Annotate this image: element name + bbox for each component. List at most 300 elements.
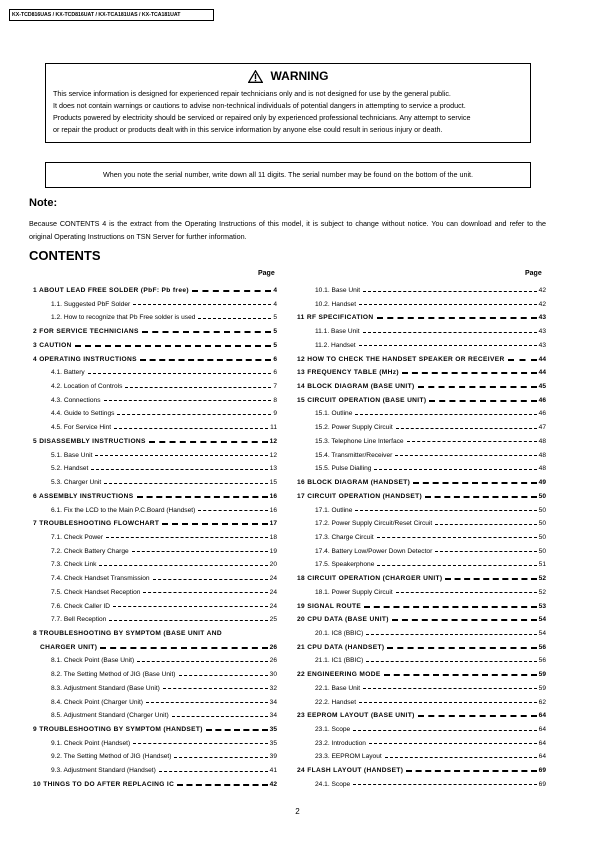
toc-entry-title: 8.1. Check Point (Base Unit) xyxy=(51,657,135,665)
toc-leader-line xyxy=(369,743,537,744)
toc-entry xyxy=(51,300,277,310)
toc-leader-line xyxy=(364,606,537,608)
toc-leader-line xyxy=(377,317,537,319)
toc-entry-title: 20.1. IC8 (BBIC) xyxy=(315,630,364,637)
toc-leader-line xyxy=(363,291,537,292)
toc-entry-title: 6.1. Fix the LCD to the Main P.C.Board (Handset) xyxy=(51,506,196,514)
toc-entry-page: 17 xyxy=(269,520,277,528)
toc-entry xyxy=(51,656,277,666)
warning-line: It does not contain warnings or cautions to advise non-technical individuals of potential dangers in attempting to service a product. xyxy=(53,101,466,110)
toc-entry xyxy=(51,711,277,721)
toc-entry-title: 8 TROUBLESHOOTING BY SYMPTOM (BASE UNIT AND xyxy=(33,630,222,637)
toc-leader-line xyxy=(114,428,268,429)
toc-leader-line xyxy=(392,619,537,621)
toc-leader-line xyxy=(396,592,537,593)
toc-entry-title: 9.1. Check Point (Handset) xyxy=(51,739,131,747)
toc-entry-page: 20 xyxy=(269,561,277,569)
toc-entry xyxy=(51,533,277,543)
toc-entry-title: 6 ASSEMBLY INSTRUCTIONS xyxy=(33,492,134,500)
toc-entry xyxy=(33,327,277,337)
toc-entry xyxy=(51,451,277,461)
toc-entry-page: 69 xyxy=(538,780,546,788)
toc-entry-page: 12 xyxy=(269,437,277,445)
toc-leader-line xyxy=(395,455,536,456)
toc-entry xyxy=(33,519,277,529)
toc-entry xyxy=(51,478,277,488)
toc-entry-page: 54 xyxy=(538,630,546,637)
toc-entry-page: 62 xyxy=(538,698,546,706)
toc-entry-title: 8.2. The Setting Method of JIG (Base Unit) xyxy=(51,671,176,679)
toc-entry-title: 5.2. Handset xyxy=(51,465,89,473)
toc-entry-page: 16 xyxy=(269,492,277,500)
toc-entry-title: 4.3. Connections xyxy=(51,396,101,404)
toc-entry xyxy=(315,533,546,543)
toc-entry-title: 10.2. Handset xyxy=(315,300,357,308)
toc-entry-page: 44 xyxy=(538,369,546,377)
toc-entry xyxy=(315,780,546,790)
toc-entry xyxy=(315,560,546,570)
toc-entry-page: 43 xyxy=(538,328,546,336)
note-text: Because CONTENTS 4 is the extract from the Operating Instructions of this model, it is subject to change without notice. You can download and refer to the original Operating Instructions on TSN Server for further information. xyxy=(29,219,546,241)
toc-entry-title: 7.7. Bell Reception xyxy=(51,616,107,624)
toc-entry-page: 30 xyxy=(269,671,277,679)
toc-leader-line xyxy=(359,304,537,305)
toc-leader-line xyxy=(125,387,271,388)
toc-entry-page: 7 xyxy=(273,383,277,391)
warning-box xyxy=(45,63,531,143)
toc-leader-line xyxy=(359,345,537,346)
toc-entry xyxy=(33,341,277,351)
toc-entry-title: 7.5. Check Handset Reception xyxy=(51,588,141,596)
toc-entry-title: 11.1. Base Unit xyxy=(315,328,360,336)
toc-entry-page: 5 xyxy=(273,341,277,349)
toc-leader-line xyxy=(163,688,268,689)
toc-entry-page: 52 xyxy=(538,588,546,596)
page-column-label-right: Page xyxy=(525,270,542,277)
toc-entry-page: 59 xyxy=(538,684,546,692)
toc-entry xyxy=(315,739,546,749)
toc-leader-line xyxy=(418,386,537,388)
toc-entry xyxy=(33,437,277,447)
toc-entry-title: 15.5. Pulse Dialling xyxy=(315,465,372,473)
toc-entry-title: 5.1. Base Unit xyxy=(51,451,93,459)
toc-entry xyxy=(51,698,277,708)
toc-entry-title: 15.4. Transmitter/Receiver xyxy=(315,451,393,459)
toc-entry xyxy=(315,656,546,666)
toc-entry-title: 17.2. Power Supply Circuit/Reset Circuit xyxy=(315,520,433,528)
toc-entry xyxy=(33,725,277,735)
toc-entry-page: 53 xyxy=(538,602,546,610)
toc-entry xyxy=(297,602,546,612)
toc-leader-line xyxy=(366,634,536,635)
toc-entry-title: 17.1. Outline xyxy=(315,506,353,514)
toc-entry-title: 5.3. Charger Unit xyxy=(51,479,102,487)
toc-entry-title: 7.3. Check Link xyxy=(51,561,97,569)
toc-entry-title: 4.5. For Service Hint xyxy=(51,424,112,432)
toc-entry-title: 13 FREQUENCY TABLE (MHz) xyxy=(297,369,399,377)
toc-entry-title: 17.5. Speakerphone xyxy=(315,561,375,569)
toc-leader-line xyxy=(353,730,536,731)
toc-entry-page: 64 xyxy=(538,712,546,720)
toc-leader-line xyxy=(75,345,272,347)
toc-leader-line xyxy=(355,414,536,415)
toc-entry xyxy=(51,547,277,557)
toc-entry-title: 7.6. Check Caller ID xyxy=(51,602,110,610)
toc-leader-line xyxy=(104,400,272,401)
toc-leader-line xyxy=(387,647,536,649)
toc-leader-line xyxy=(385,757,537,758)
toc-leader-line xyxy=(113,606,268,607)
toc-leader-line xyxy=(162,523,267,525)
toc-leader-line xyxy=(355,510,536,511)
toc-entry xyxy=(315,286,546,296)
toc-entry-title: 21.1. IC1 (BBIC) xyxy=(315,657,364,665)
toc-leader-line xyxy=(117,414,271,415)
toc-leader-line xyxy=(99,565,267,566)
toc-leader-line xyxy=(174,757,267,758)
toc-entry xyxy=(315,629,546,639)
toc-entry xyxy=(51,409,277,419)
toc-entry-title: 9 TROUBLESHOOTING BY SYMPTOM (HANDSET) xyxy=(33,726,203,734)
toc-entry-title: 10 THINGS TO DO AFTER REPLACING IC xyxy=(33,780,175,788)
toc-leader-line xyxy=(407,441,537,442)
page-number: 2 xyxy=(295,807,300,816)
warning-line: This service information is designed for experienced repair technicians only and is not designed for use by the general public. xyxy=(53,89,451,98)
toc-entry xyxy=(51,766,277,776)
note-heading: Note: xyxy=(29,197,58,209)
toc-entry-page: 49 xyxy=(538,479,546,487)
toc-entry xyxy=(297,643,546,653)
toc-entry-title: 3 CAUTION xyxy=(33,341,72,349)
toc-entry xyxy=(315,451,546,461)
toc-leader-line xyxy=(377,537,537,538)
toc-entry-page: 50 xyxy=(538,533,546,541)
toc-entry-page: 32 xyxy=(269,684,277,692)
toc-entry-page: 46 xyxy=(538,410,546,418)
toc-entry-title: 4 OPERATING INSTRUCTIONS xyxy=(33,355,137,363)
toc-leader-line xyxy=(425,496,537,498)
toc-entry xyxy=(297,615,546,625)
toc-leader-line xyxy=(206,729,268,731)
toc-entry-page: 50 xyxy=(538,506,546,514)
toc-entry-page: 43 xyxy=(538,314,546,322)
toc-entry xyxy=(297,492,546,502)
toc-entry xyxy=(51,382,277,392)
page-column-label-left: Page xyxy=(258,270,275,277)
toc-entry-title: 5 DISASSEMBLY INSTRUCTIONS xyxy=(33,437,146,445)
toc-leader-line xyxy=(359,702,537,703)
toc-leader-line xyxy=(377,565,536,566)
toc-entry xyxy=(315,547,546,557)
model-header: KX-TCD816UAS / KX-TCD816UAT / KX-TCA181UAS / KX-TCA181UAT xyxy=(9,9,214,21)
toc-entry-page: 5 xyxy=(273,314,277,322)
toc-entry-page: 59 xyxy=(538,671,546,679)
toc-leader-line xyxy=(363,332,537,333)
toc-entry-title: 9.2. The Setting Method of JIG (Handset) xyxy=(51,753,172,761)
toc-entry xyxy=(315,341,546,351)
toc-entry-title: 1.2. How to recognize that Pb Free solder is used xyxy=(51,314,196,322)
toc-entry-page: 64 xyxy=(538,739,546,747)
toc-entry xyxy=(297,478,546,488)
toc-entry xyxy=(51,368,277,378)
toc-leader-line xyxy=(402,372,537,374)
toc-leader-line xyxy=(143,592,267,593)
toc-entry-page: 39 xyxy=(269,753,277,761)
toc-leader-line xyxy=(100,647,267,649)
toc-entry-title: 2 FOR SERVICE TECHNICIANS xyxy=(33,328,139,336)
toc-entry-title: 23.1. Scope xyxy=(315,726,351,734)
toc-leader-line xyxy=(132,551,268,552)
toc-entry-title: 17.4. Battery Low/Power Down Detector xyxy=(315,547,433,555)
toc-entry xyxy=(315,725,546,735)
toc-leader-line xyxy=(508,359,537,361)
toc-entry-title: 23.2. Introduction xyxy=(315,739,366,747)
toc-entry xyxy=(51,602,277,612)
toc-entry xyxy=(315,300,546,310)
toc-entry-title: 9.3. Adjustment Standard (Handset) xyxy=(51,767,156,775)
toc-entry-title: 23.3. EEPROM Layout xyxy=(315,753,382,761)
toc-entry xyxy=(51,588,277,598)
toc-entry xyxy=(315,519,546,529)
toc-entry-title: 15.3. Telephone Line Interface xyxy=(315,437,404,445)
toc-entry-page: 56 xyxy=(538,643,546,651)
toc-entry-title: 11 RF SPECIFICATION xyxy=(297,314,374,322)
toc-entry xyxy=(51,739,277,749)
toc-leader-line xyxy=(137,496,268,498)
toc-leader-line xyxy=(429,400,536,402)
toc-entry xyxy=(315,684,546,694)
warning-heading xyxy=(46,69,530,86)
toc-leader-line xyxy=(353,784,536,785)
toc-entry-title: 20 CPU DATA (BASE UNIT) xyxy=(297,616,389,624)
toc-entry-page: 42 xyxy=(538,300,546,308)
toc-leader-line xyxy=(104,483,267,484)
toc-entry-title: 15.2. Power Supply Circuit xyxy=(315,424,393,432)
toc-entry xyxy=(33,286,277,296)
toc-entry xyxy=(297,396,546,406)
toc-leader-line xyxy=(198,510,267,511)
warning-text xyxy=(53,88,524,136)
toc-entry xyxy=(51,560,277,570)
toc-entry-page: 43 xyxy=(538,341,546,349)
serial-number-note: When you note the serial number, write down all 11 digits. The serial number may be found on the bottom of the unit. xyxy=(45,162,531,188)
toc-entry-title: 15 CIRCUIT OPERATION (BASE UNIT) xyxy=(297,396,427,404)
toc-entry xyxy=(51,684,277,694)
toc-leader-line xyxy=(384,674,537,676)
toc-entry-title: 7.1. Check Power xyxy=(51,533,104,541)
toc-leader-line xyxy=(133,304,271,305)
toc-entry-page: 46 xyxy=(538,396,546,404)
toc-leader-line xyxy=(133,743,267,744)
toc-entry-page: 47 xyxy=(538,424,546,432)
toc-entry-page: 51 xyxy=(538,561,546,569)
toc-leader-line xyxy=(146,702,268,703)
warning-line: or repair the product or products dealt with in this service information by anyone else could result in serious injury or death. xyxy=(53,125,443,134)
toc-leader-line xyxy=(435,524,536,525)
toc-entry-title: 8.3. Adjustment Standard (Base Unit) xyxy=(51,684,160,692)
toc-entry-page: 48 xyxy=(538,451,546,459)
toc-entry xyxy=(315,698,546,708)
toc-entry-page: 24 xyxy=(269,588,277,596)
toc-entry-page: 9 xyxy=(273,410,277,418)
toc-entry-page: 50 xyxy=(538,547,546,555)
warning-title: WARNING xyxy=(270,69,329,83)
toc-entry-page: 48 xyxy=(538,465,546,473)
toc-entry xyxy=(51,396,277,406)
toc-entry-page: 41 xyxy=(269,767,277,775)
toc-entry-title: 4.1. Battery xyxy=(51,369,85,377)
toc-entry-title: 7 TROUBLESHOOTING FLOWCHART xyxy=(33,520,160,528)
toc-leader-line xyxy=(374,469,536,470)
toc-entry xyxy=(315,423,546,433)
toc-leader-line xyxy=(172,716,268,717)
toc-entry-page: 64 xyxy=(538,726,546,734)
toc-entry-title: 22.2. Handset xyxy=(315,698,357,706)
toc-entry-page: 8 xyxy=(273,396,277,404)
toc-entry-title: 1.1. Suggested PbF Solder xyxy=(51,300,131,308)
toc-entry xyxy=(315,752,546,762)
toc-leader-line xyxy=(198,318,271,319)
toc-entry-page: 35 xyxy=(269,739,277,747)
toc-entry-title: 18 CIRCUIT OPERATION (CHARGER UNIT) xyxy=(297,575,443,583)
toc-entry xyxy=(315,327,546,337)
toc-entry-page: 15 xyxy=(269,479,277,487)
toc-entry xyxy=(297,711,546,721)
toc-entry-page: 11 xyxy=(270,424,277,432)
toc-entry xyxy=(315,437,546,447)
toc-entry xyxy=(51,615,277,625)
toc-entry-title: 11.2. Handset xyxy=(315,341,356,349)
toc-entry xyxy=(33,780,277,790)
toc-entry xyxy=(297,766,546,776)
toc-leader-line xyxy=(406,770,536,772)
toc-entry xyxy=(51,423,277,433)
toc-entry xyxy=(51,752,277,762)
toc-entry-page: 24 xyxy=(269,575,277,583)
toc-leader-line xyxy=(159,771,268,772)
toc-entry-page: 42 xyxy=(269,780,277,788)
toc-entry-title: 14 BLOCK DIAGRAM (BASE UNIT) xyxy=(297,383,415,391)
toc-leader-line xyxy=(396,428,537,429)
toc-leader-line xyxy=(142,331,272,333)
toc-leader-line xyxy=(149,441,268,443)
toc-entry xyxy=(297,382,546,392)
toc-leader-line xyxy=(88,373,272,374)
toc-leader-line xyxy=(153,579,268,580)
toc-entry-title: 24.1. Scope xyxy=(315,780,351,788)
toc-entry-page: 26 xyxy=(269,657,277,665)
toc-entry-title: 22 ENGINEERING MODE xyxy=(297,671,381,679)
toc-entry xyxy=(297,670,546,680)
toc-entry-title: 8.5. Adjustment Standard (Charger Unit) xyxy=(51,712,169,720)
toc-entry-page: 52 xyxy=(538,575,546,583)
toc-entry xyxy=(315,409,546,419)
toc-entry xyxy=(40,643,277,653)
toc-entry xyxy=(315,588,546,598)
toc-leader-line xyxy=(177,784,267,786)
toc-leader-line xyxy=(137,661,267,662)
toc-entry-page: 24 xyxy=(269,602,277,610)
toc-entry-page: 19 xyxy=(269,547,277,555)
toc-entry xyxy=(297,355,546,365)
toc-leader-line xyxy=(179,675,268,676)
toc-entry-page: 12 xyxy=(269,451,277,459)
toc-entry-page: 6 xyxy=(273,369,277,377)
toc-entry-title: 7.2. Check Battery Charge xyxy=(51,547,129,555)
toc-entry-page: 45 xyxy=(538,383,546,391)
toc-entry xyxy=(297,313,546,323)
toc-entry-title: 10.1. Base Unit xyxy=(315,287,361,294)
toc-entry-title: CHARGER UNIT) xyxy=(40,643,98,651)
toc-entry-title: 21 CPU DATA (HANDSET) xyxy=(297,643,385,651)
toc-entry xyxy=(297,574,546,584)
toc-entry xyxy=(51,670,277,680)
toc-entry-title: 12 HOW TO CHECK THE HANDSET SPEAKER OR RECEIVER xyxy=(297,355,505,363)
toc-leader-line xyxy=(95,455,267,456)
toc-entry-page: 69 xyxy=(538,767,546,775)
toc-entry-page: 34 xyxy=(269,698,277,706)
toc-entry xyxy=(315,464,546,474)
toc-entry-title: 23 EEPROM LAYOUT (BASE UNIT) xyxy=(297,712,415,720)
toc-entry-title: 24 FLASH LAYOUT (HANDSET) xyxy=(297,767,404,775)
toc-entry xyxy=(51,574,277,584)
toc-entry-page: 56 xyxy=(538,657,546,665)
toc-entry-title: 17.3. Charge Circuit xyxy=(315,533,374,541)
toc-entry-title: 8.4. Check Point (Charger Unit) xyxy=(51,698,143,706)
toc-entry-page: 34 xyxy=(269,712,277,720)
toc-leader-line xyxy=(418,715,537,717)
toc-entry-page: 18 xyxy=(269,533,277,541)
toc-entry-title: 22.1. Base Unit xyxy=(315,684,361,692)
toc-leader-line xyxy=(445,578,536,580)
toc-leader-line xyxy=(106,537,268,538)
toc-leader-line xyxy=(192,290,271,292)
toc-leader-line xyxy=(91,469,267,470)
toc-entry-page: 35 xyxy=(269,726,277,734)
toc-entry-title: 7.4. Check Handset Transmission xyxy=(51,575,150,583)
toc-leader-line xyxy=(413,482,537,484)
contents-heading: CONTENTS xyxy=(29,248,101,263)
toc-entry-page: 50 xyxy=(538,520,546,528)
toc-entry-page: 44 xyxy=(538,355,546,363)
toc-entry-page: 64 xyxy=(538,753,546,761)
toc-entry xyxy=(51,464,277,474)
toc-entry-page: 42 xyxy=(538,287,546,294)
toc-leader-line xyxy=(109,620,267,621)
toc-leader-line xyxy=(363,688,537,689)
toc-leader-line xyxy=(140,359,271,361)
toc-entry-page: 54 xyxy=(538,616,546,624)
toc-entry-page: 4 xyxy=(273,300,277,308)
toc-entry-title: 16 BLOCK DIAGRAM (HANDSET) xyxy=(297,479,411,487)
toc-entry xyxy=(51,313,277,323)
warning-triangle-icon xyxy=(248,70,263,86)
toc-entry-page: 16 xyxy=(269,506,277,514)
toc-entry xyxy=(33,355,277,365)
toc-entry-page: 25 xyxy=(269,616,277,624)
toc-entry xyxy=(33,492,277,502)
toc-entry xyxy=(315,506,546,516)
toc-entry-page: 26 xyxy=(269,643,277,651)
toc-entry-title: 1 ABOUT LEAD FREE SOLDER (PbF: Pb free) xyxy=(33,287,189,294)
toc-entry-page: 5 xyxy=(273,328,277,336)
toc-entry-title: 18.1. Power Supply Circuit xyxy=(315,588,393,596)
toc-entry-title: 19 SIGNAL ROUTE xyxy=(297,602,362,610)
toc-entry-title: 4.4. Guide to Settings xyxy=(51,410,115,418)
toc-entry-title: 17 CIRCUIT OPERATION (HANDSET) xyxy=(297,492,423,500)
toc-entry-page: 6 xyxy=(273,355,277,363)
toc-entry xyxy=(33,629,277,639)
